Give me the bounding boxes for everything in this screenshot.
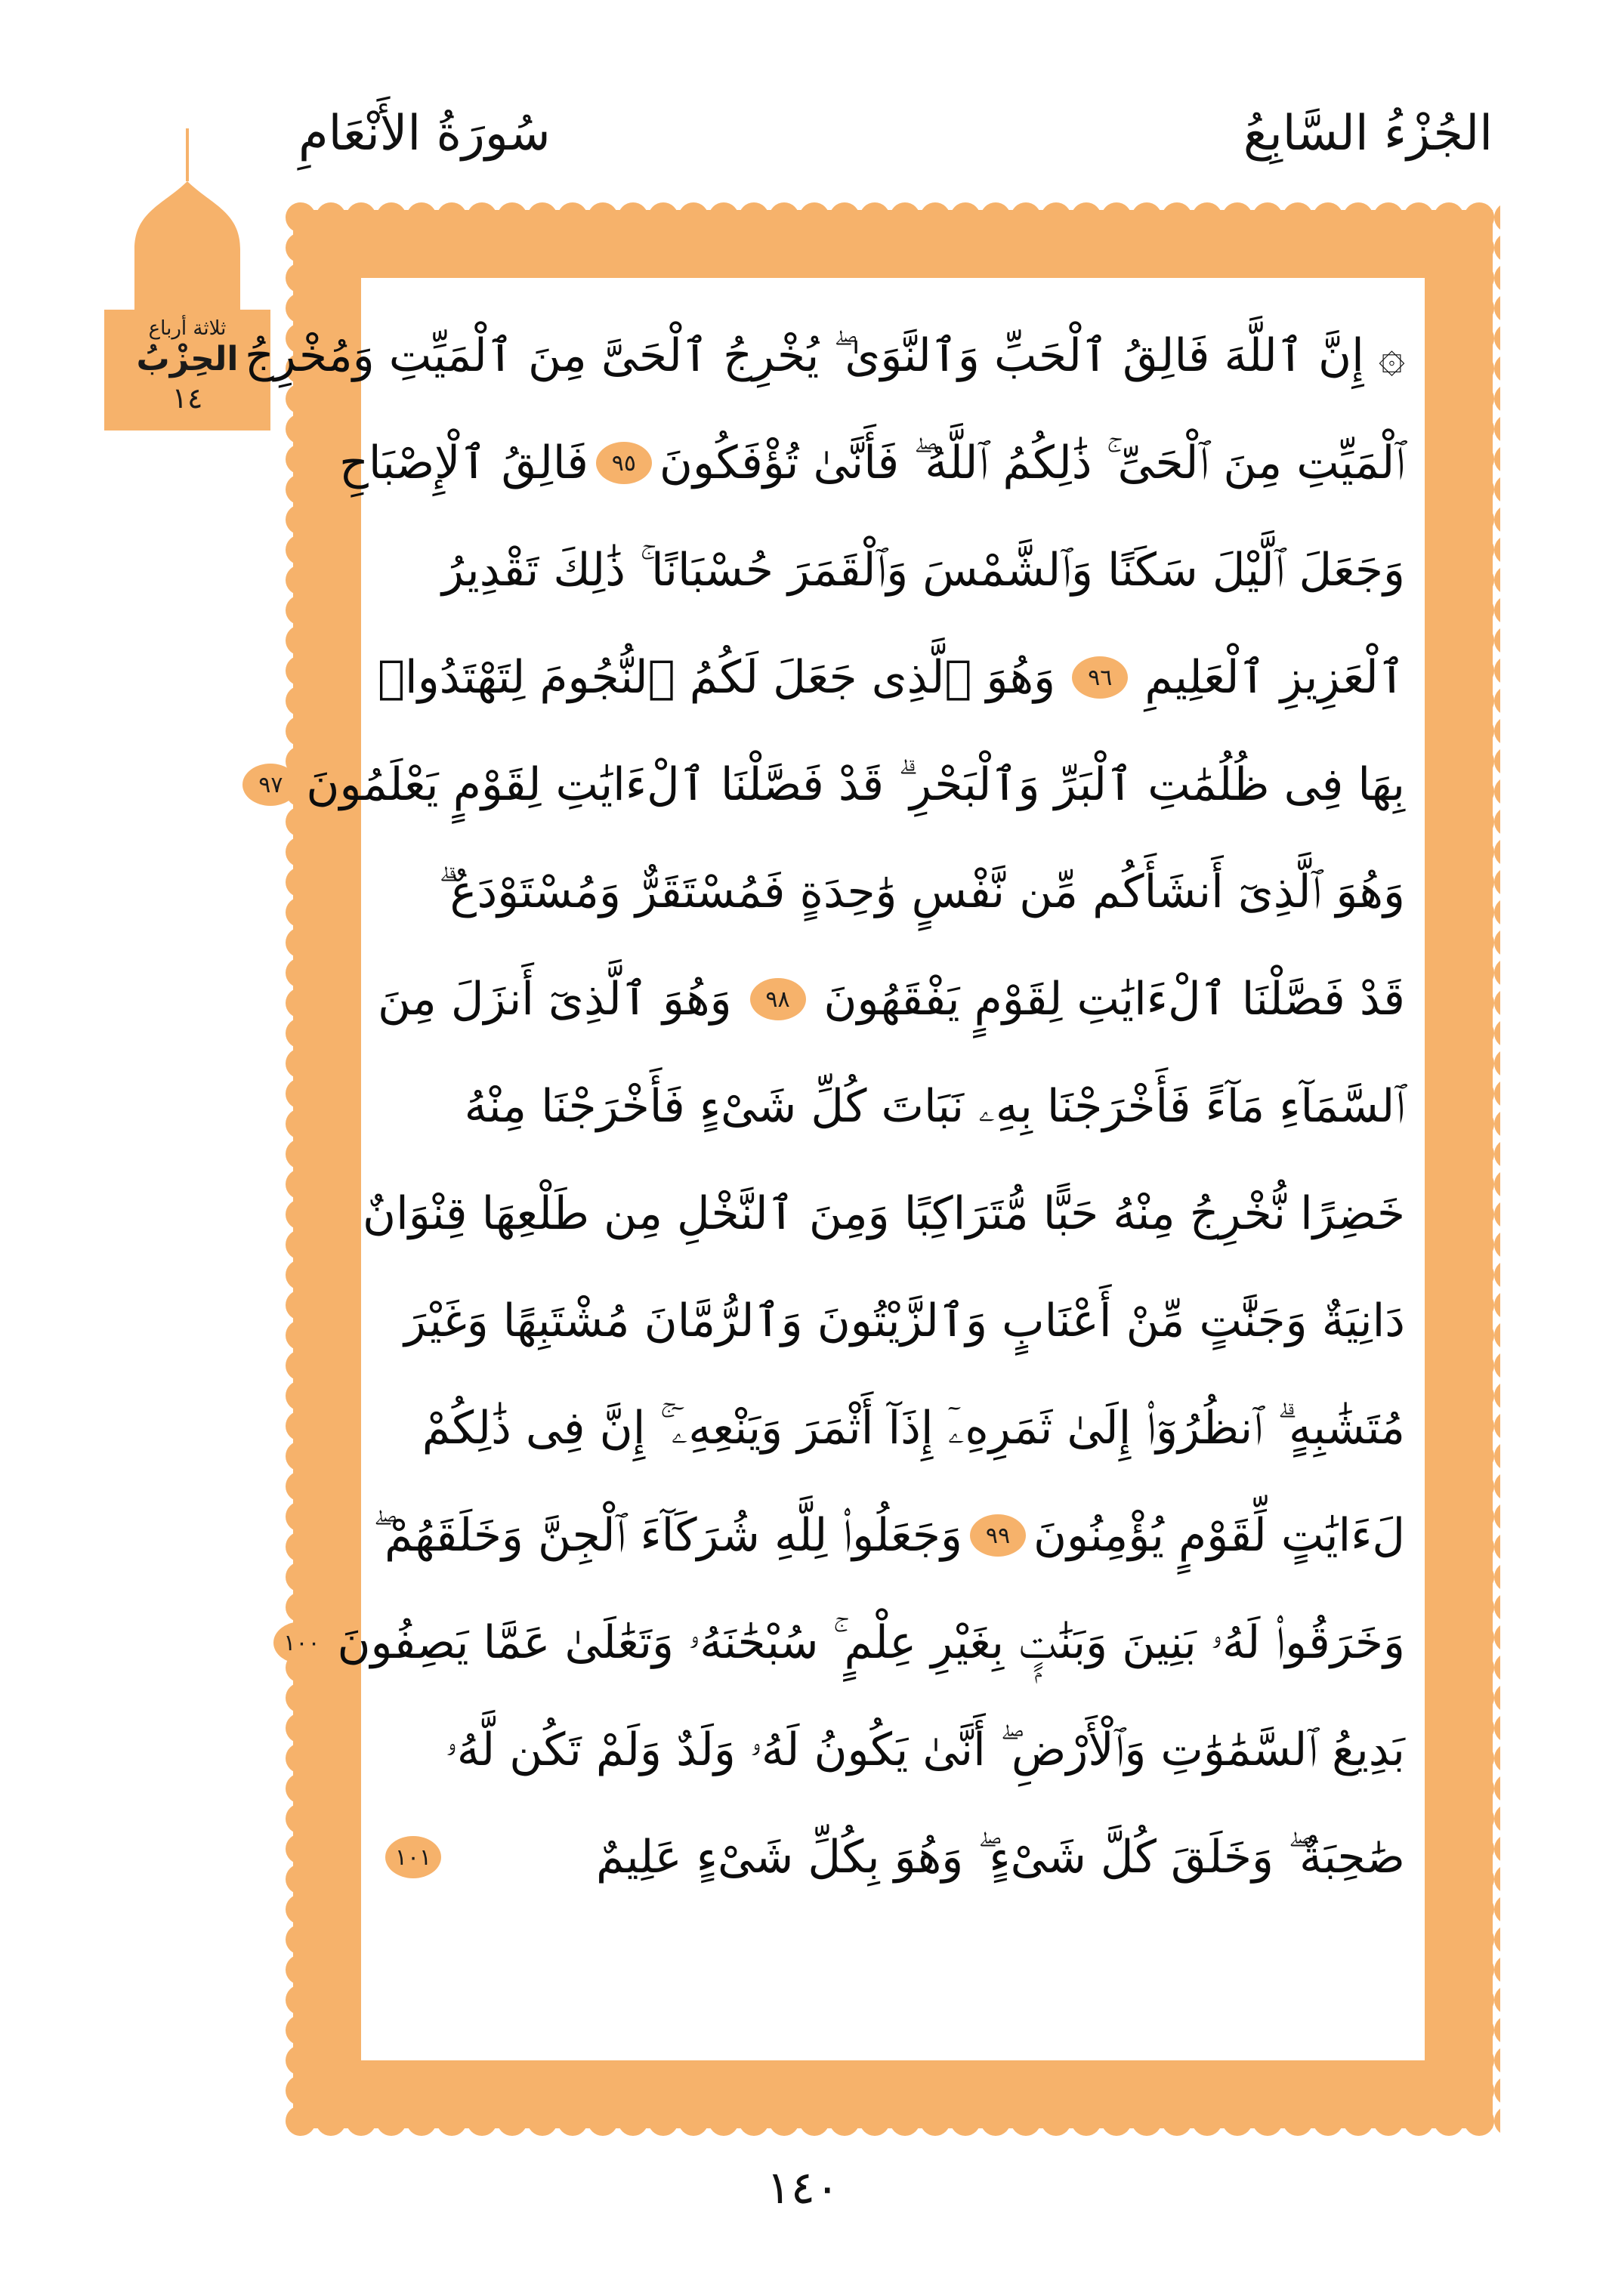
page-number: ١٤٠ xyxy=(766,2162,840,2214)
text-line xyxy=(378,624,1405,731)
ayah-marker: ١٠١ xyxy=(385,1836,441,1878)
line-text: ٱلْمَيِّتِ مِنَ ٱلْحَىِّ ۚ ذَٰلِكُمُ ٱللَّهُ ۖ فَأَنَّىٰ تُؤْفَكُونَ xyxy=(659,437,1405,489)
ayah-marker: ٩٥ xyxy=(596,442,652,484)
line-text: ٱلْعَزِيزِ ٱلْعَلِيمِ xyxy=(1144,651,1405,704)
text-line xyxy=(378,1375,1405,1482)
ayah-marker: ٩٨ xyxy=(750,978,806,1020)
text-line xyxy=(378,517,1405,624)
line-text: ٱلسَّمَآءِ مَآءً فَأَخْرَجْنَا بِهِۦ نَبَاتَ كُلِّ شَىْءٍ فَأَخْرَجْنَا مِنْهُ xyxy=(464,1080,1405,1133)
line-text: وَجَعَلُوا۟ لِلَّهِ شُرَكَآءَ ٱلْجِنَّ وَخَلَقَهُمْ ۖ xyxy=(373,1509,962,1562)
line-text: وَهُوَ ٱلَّذِى جَعَلَ لَكُمُ ٱلنُّجُومَ لِتَهْتَدُوا۟ xyxy=(378,651,1056,704)
line-text: صَٰحِبَةٌ ۖ وَخَلَقَ كُلَّ شَىْءٍ ۖ وَهُوَ بِكُلِّ شَىْءٍ عَلِيمٌ xyxy=(595,1831,1405,1884)
line-text: خَضِرًا نُّخْرِجُ مِنْهُ حَبًّا مُّتَرَاكِبًا وَمِنَ ٱلنَّخْلِ مِن طَلْعِهَا قِنْوَانٌ xyxy=(363,1187,1405,1240)
surah-title: سُورَةُ الأَنْعَامِ xyxy=(298,106,551,162)
ayah-marker: ١٠٠ xyxy=(273,1622,329,1664)
line-text: وَجَعَلَ ٱلَّيْلَ سَكَنًا وَٱلشَّمْسَ وَٱلْقَمَرَ حُسْبَانًا ۚ ذَٰلِكَ تَقْدِيرُ xyxy=(441,544,1405,597)
line-text: دَانِيَةٌ وَجَنَّٰتٍ مِّنْ أَعْنَابٍ وَٱلزَّيْتُونَ وَٱلرُّمَّانَ مُشْتَبِهًا وَغَيْرَ xyxy=(404,1295,1405,1347)
text-line xyxy=(283,1589,1405,1696)
ayah-marker: ٩٦ xyxy=(1072,656,1128,699)
line-text: قَدْ فَصَّلْنَا ٱلْءَايَٰتِ لِقَوْمٍ يَفْقَهُونَ xyxy=(823,973,1405,1026)
text-line xyxy=(258,731,1405,838)
text-line xyxy=(378,1804,1405,1911)
line-text: لَءَايَٰتٍ لِّقَوْمٍ يُؤْمِنُونَ xyxy=(1033,1509,1405,1562)
text-line xyxy=(373,1482,1405,1589)
line-text: وَخَرَقُوا۟ لَهُۥ بَنِينَ وَبَنَٰتٍۭ بِغَيْرِ عِلْمٍ ۚ سُبْحَٰنَهُۥ وَتَعَٰلَىٰ عَمَّا يَصِفُونَ xyxy=(337,1616,1405,1669)
text-line xyxy=(378,1053,1405,1160)
text-line xyxy=(244,302,1405,409)
line-text: وَهُوَ ٱلَّذِىٓ أَنزَلَ مِنَ xyxy=(378,973,732,1026)
quran-text xyxy=(244,302,1405,1911)
line-text: بَدِيعُ ٱلسَّمَٰوَٰتِ وَٱلْأَرْضِ ۖ أَنَّىٰ يَكُونُ لَهُۥ وَلَدٌ وَلَمْ تَكُن لَّهُۥ xyxy=(445,1724,1405,1776)
text-line xyxy=(378,946,1405,1053)
juz-title: الجُزْءُ السَّابِعُ xyxy=(1243,106,1493,162)
hizb-label: الحِزْبُ xyxy=(136,340,239,378)
line-text: مُتَشَٰبِهٍ ۗ ٱنظُرُوٓا۟ إِلَىٰ ثَمَرِهِۦٓ إِذَآ أَثْمَرَ وَيَنْعِهِۦٓ ۚ إِنَّ فِى ذَٰلِكُمْ xyxy=(422,1402,1405,1455)
line-text: فَالِقُ ٱلْإِصْبَاحِ xyxy=(339,437,588,489)
line-text: بِهَا فِى ظُلُمَٰتِ ٱلْبَرِّ وَٱلْبَحْرِ ۗ قَدْ فَصَّلْنَا ٱلْءَايَٰتِ لِقَوْمٍ يَعْلَمُونَ xyxy=(306,758,1405,811)
text-line xyxy=(378,838,1405,946)
line-text: ۞ إِنَّ ٱللَّهَ فَالِقُ ٱلْحَبِّ وَٱلنَّوَىٰ ۖ يُخْرِجُ ٱلْحَىَّ مِنَ ٱلْمَيِّتِ وَمُخْرِجُ xyxy=(244,329,1405,382)
text-line xyxy=(378,1267,1405,1375)
text-line xyxy=(339,409,1405,517)
hizb-number: ١٤ xyxy=(171,381,203,415)
text-line xyxy=(378,1696,1405,1804)
ayah-marker: ٩٧ xyxy=(242,764,298,806)
line-text: وَهُوَ ٱلَّذِىٓ أَنشَأَكُم مِّن نَّفْسٍ وَٰحِدَةٍ فَمُسْتَقَرٌّ وَمُسْتَوْدَعٌ ۗ xyxy=(438,866,1405,918)
text-line xyxy=(363,1160,1405,1267)
hizb-quarter: ثلاثة أرباع xyxy=(148,317,227,340)
ayah-marker: ٩٩ xyxy=(970,1514,1026,1557)
